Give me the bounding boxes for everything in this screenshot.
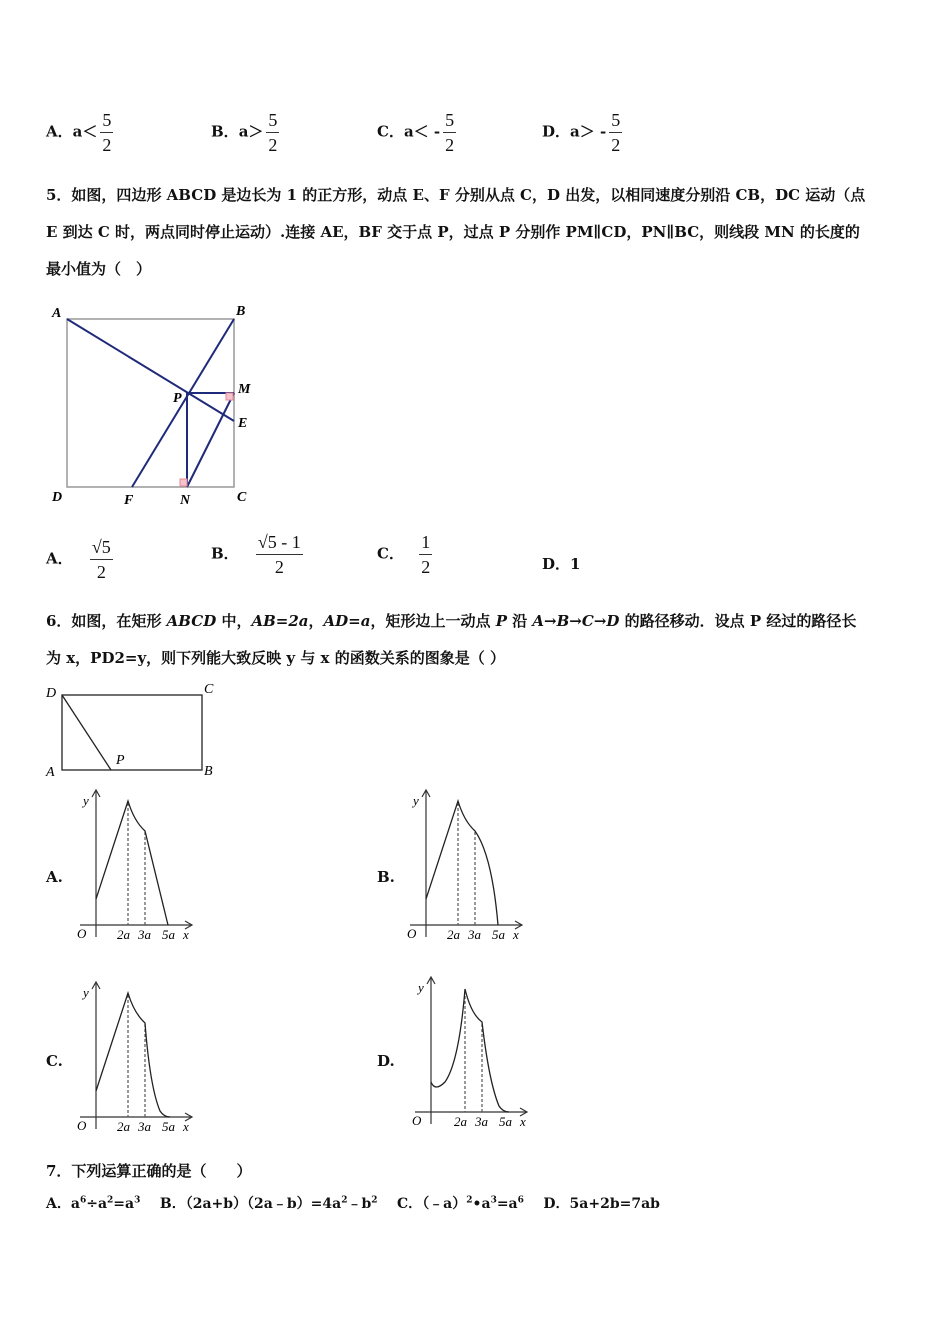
curve <box>96 801 168 925</box>
option-label: B． <box>211 122 239 141</box>
text: （2a+b）（2a﹣b）=4a <box>185 1196 342 1212</box>
fraction <box>100 110 113 155</box>
q5-option-b <box>211 532 303 577</box>
option-expr: a＞ <box>238 122 264 141</box>
text: 的路径移动．设点 P 经过的路径长 <box>619 612 857 630</box>
option-label: A． <box>46 1196 71 1212</box>
q6-graph-d <box>405 972 535 1132</box>
right-angle-marker-n <box>180 479 187 486</box>
q5-line-2: E 到达 C 时，两点同时停止运动）.连接 AE，BF 交于点 P，过点 P 分别作 PM∥CD，PN∥BC，则线段 MN 的长度的 <box>46 223 860 241</box>
q7-option-a <box>46 1196 140 1212</box>
exponent: 3 <box>490 1195 497 1206</box>
q4-option-a <box>46 110 113 155</box>
option-label: D． <box>542 555 571 573</box>
minus-sign: - <box>433 122 441 141</box>
tick-2a: 2a <box>447 927 460 942</box>
label-f: F <box>124 493 134 508</box>
text: 沿 <box>506 612 533 630</box>
text: A→B→C→D <box>532 612 620 630</box>
exponent: 2 <box>341 1195 348 1206</box>
denominator: 2 <box>274 557 284 577</box>
text: ABCD <box>166 612 217 630</box>
numerator: 5 <box>609 110 622 133</box>
text: P <box>495 612 507 630</box>
text: 5a+2b=7ab <box>569 1196 660 1212</box>
tick-2a: 2a <box>454 1114 467 1129</box>
x-label: x <box>520 1114 526 1129</box>
label-d: D <box>46 686 57 701</box>
denominator: 2 <box>611 135 621 155</box>
curve <box>96 993 170 1117</box>
right-angle-marker-m <box>226 393 233 400</box>
numerator: 5 <box>100 110 113 133</box>
text: ﹣b <box>347 1196 372 1212</box>
x-label: x <box>513 927 519 942</box>
q6-line-1 <box>46 603 916 640</box>
y-label: y <box>418 980 424 995</box>
option-label: D． <box>542 122 571 141</box>
q7-option-d <box>543 1196 660 1212</box>
y-label: y <box>413 793 419 808</box>
q7-stem: 7．下列运算正确的是（ ） <box>46 1162 252 1180</box>
y-label: y <box>83 985 89 1000</box>
denominator: 2 <box>96 562 106 582</box>
fraction <box>256 532 303 577</box>
text: （﹣a） <box>422 1196 467 1212</box>
label-p: P <box>116 753 125 768</box>
label-c: C <box>237 490 247 505</box>
text: •a <box>472 1196 491 1212</box>
label-a: A <box>46 765 55 780</box>
option-expr: a＞ <box>570 122 595 141</box>
label-b: B <box>236 304 246 319</box>
q4-option-b <box>211 110 279 155</box>
origin-label: O <box>412 1113 422 1128</box>
text: =a <box>496 1196 518 1212</box>
fraction <box>90 537 113 582</box>
rectangle-abcd <box>62 695 202 770</box>
denominator: 2 <box>268 135 278 155</box>
label-c: C <box>204 682 214 697</box>
fraction <box>443 110 456 155</box>
tick-5a: 5a <box>499 1114 512 1129</box>
q7-options-row <box>46 1193 660 1213</box>
denominator: 2 <box>102 135 112 155</box>
q6-rectangle-figure <box>40 680 230 780</box>
label-n: N <box>180 493 191 508</box>
label-a: A <box>52 306 62 321</box>
q4-option-c <box>377 110 456 155</box>
q5-line-1: 5．如图，四边形 ABCD 是边长为 1 的正方形，动点 E、F 分别从点 C，D 出发，以相同速度分别沿 CB，DC 运动（点 <box>46 186 866 204</box>
x-label: x <box>183 1119 189 1134</box>
option-expr: a＜ <box>403 122 429 141</box>
option-label: C． <box>377 122 404 141</box>
text: AD=a <box>323 612 371 630</box>
q5-option-c <box>377 532 432 577</box>
q5-line-3: 最小值为（ ） <box>46 260 152 278</box>
tick-3a: 3a <box>138 927 151 942</box>
label-b: B <box>204 764 213 779</box>
segment-dp <box>62 695 111 770</box>
q6-graph-b <box>400 785 530 945</box>
tick-3a: 3a <box>468 927 481 942</box>
fraction <box>609 110 622 155</box>
option-label: B． <box>159 1196 186 1212</box>
q6-option-c-label: C. <box>46 1052 63 1070</box>
label-e: E <box>238 416 248 431</box>
q7-option-b <box>160 1196 378 1212</box>
q6-stem <box>46 603 916 677</box>
origin-label: O <box>407 926 417 941</box>
q6-option-b-label: B. <box>377 868 395 886</box>
segment-ae <box>67 319 234 421</box>
text: ，矩形边上一动点 <box>370 612 496 630</box>
tick-5a: 5a <box>492 927 505 942</box>
numerator: √5 - 1 <box>256 532 303 555</box>
curve <box>426 801 498 925</box>
q6-option-a-label: A. <box>46 868 63 886</box>
text: =a <box>113 1196 135 1212</box>
exponent: 2 <box>466 1195 473 1206</box>
exponent: 2 <box>371 1195 378 1206</box>
fraction <box>266 110 279 155</box>
text: 6．如图，在矩形 <box>46 612 167 630</box>
fraction <box>419 532 432 577</box>
q5-option-a <box>46 537 113 582</box>
exponent: 2 <box>107 1195 114 1206</box>
tick-2a: 2a <box>117 1119 130 1134</box>
tick-5a: 5a <box>162 927 175 942</box>
text: AB=2a <box>251 612 309 630</box>
denominator: 2 <box>445 135 455 155</box>
text: 中， <box>216 612 252 630</box>
text: ÷a <box>86 1196 108 1212</box>
segment-bf <box>132 319 234 487</box>
y-label: y <box>83 793 89 808</box>
exponent: 6 <box>517 1195 524 1206</box>
option-expr: a＜ <box>72 122 98 141</box>
tick-3a: 3a <box>138 1119 151 1134</box>
q4-option-d <box>542 110 622 155</box>
text: ， <box>308 612 324 630</box>
numerator: 1 <box>419 532 432 555</box>
text: a <box>70 1196 80 1212</box>
label-d: D <box>52 490 63 505</box>
option-label: A． <box>46 549 73 568</box>
tick-3a: 3a <box>475 1114 488 1129</box>
q6-graph-c <box>70 977 200 1137</box>
option-label: B． <box>211 544 239 563</box>
origin-label: O <box>77 1118 87 1133</box>
q6-graph-a <box>70 785 200 945</box>
option-label: D． <box>543 1196 570 1212</box>
square-abcd <box>67 319 234 487</box>
q5-option-d <box>542 553 580 574</box>
option-value: 1 <box>570 555 581 573</box>
curve <box>431 989 509 1112</box>
tick-2a: 2a <box>117 927 130 942</box>
q5-square-figure <box>40 295 270 515</box>
x-label: x <box>183 927 189 942</box>
q6-option-d-label: D. <box>377 1052 395 1070</box>
tick-5a: 5a <box>162 1119 175 1134</box>
option-label: A． <box>46 122 73 141</box>
label-p: P <box>173 391 182 406</box>
option-label: C． <box>397 1196 423 1212</box>
q5-stem <box>46 177 916 288</box>
exponent: 3 <box>134 1195 141 1206</box>
q7-option-c <box>397 1196 524 1212</box>
option-label: C． <box>377 544 404 563</box>
numerator: 5 <box>266 110 279 133</box>
origin-label: O <box>77 926 87 941</box>
denominator: 2 <box>421 557 431 577</box>
numerator: √5 <box>90 537 113 560</box>
numerator: 5 <box>443 110 456 133</box>
q6-line-2: 为 x，PD2=y，则下列能大致反映 y 与 x 的函数关系的图象是（ ） <box>46 649 505 667</box>
exponent: 6 <box>79 1195 87 1206</box>
label-m: M <box>238 382 251 397</box>
minus-sign: - <box>599 122 607 141</box>
